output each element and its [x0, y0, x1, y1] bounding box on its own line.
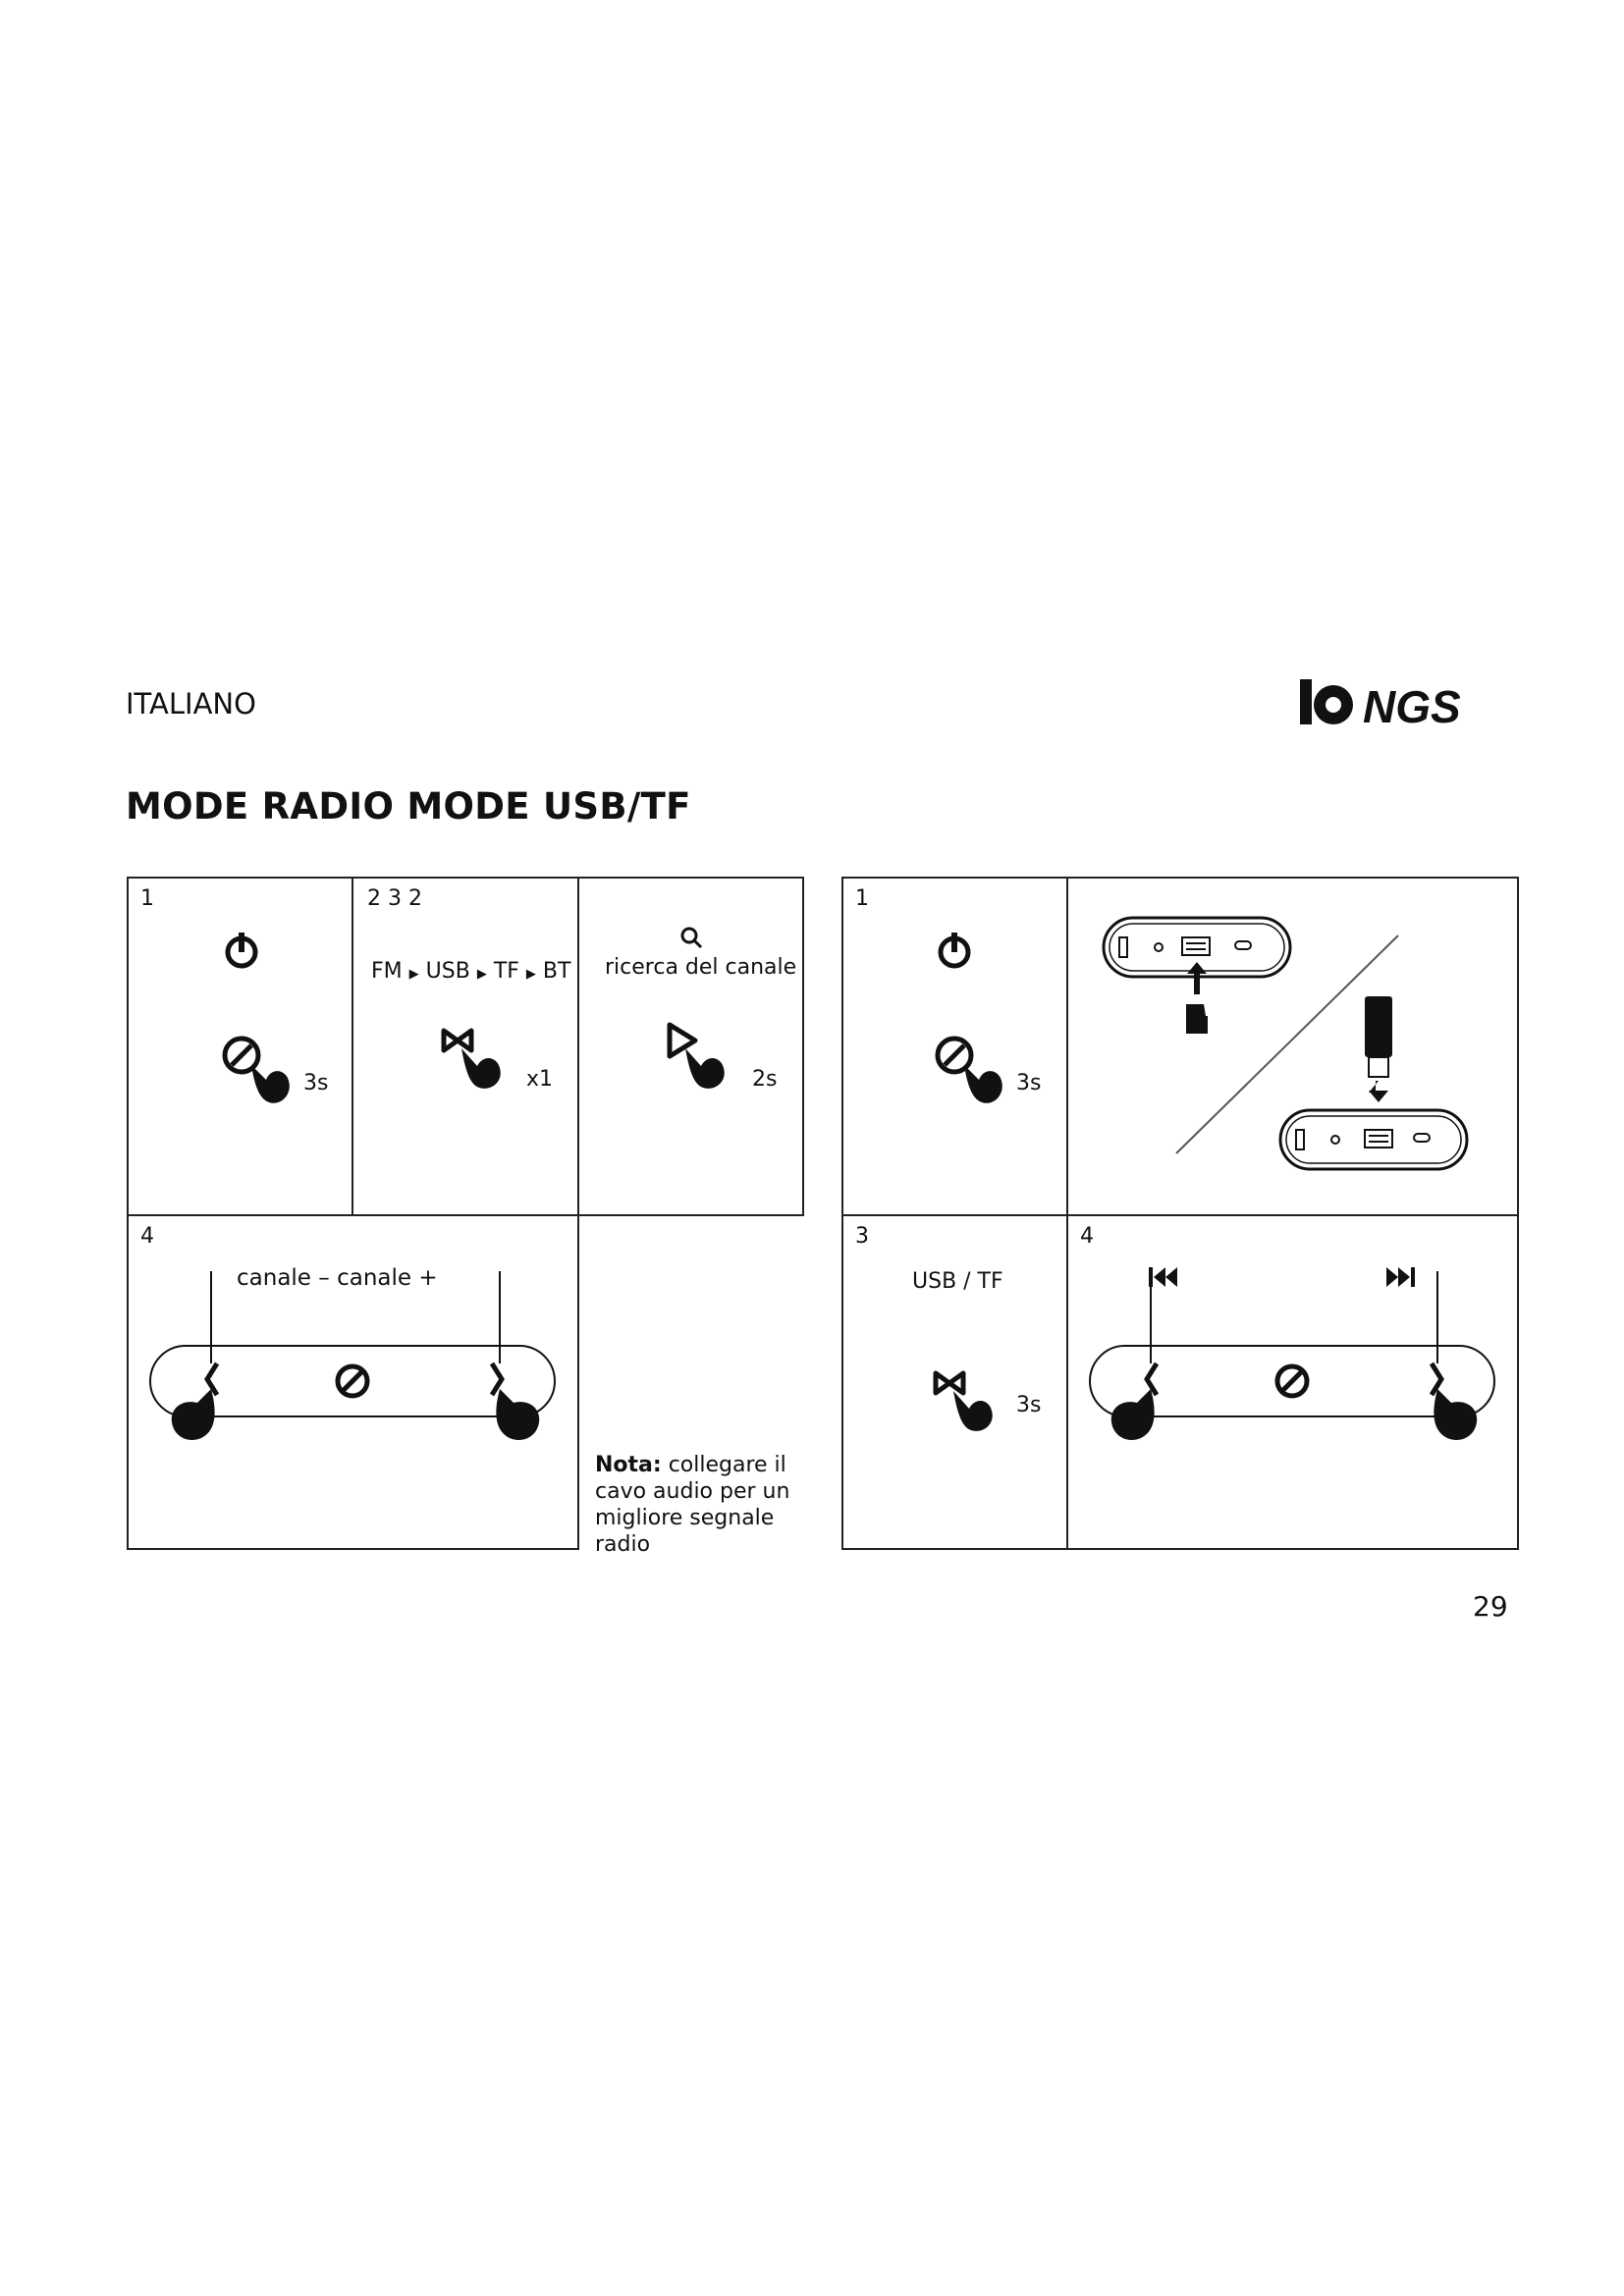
step-number: 4	[140, 1224, 154, 1249]
arrow-down-icon	[1369, 1091, 1388, 1102]
mode-button-icon	[353, 879, 581, 1218]
press-count: x1	[526, 1067, 554, 1092]
usb-tf-caption: USB / TF	[912, 1269, 1003, 1294]
usb-stick-icon	[1365, 996, 1392, 1057]
speaker-control-bar	[1068, 1216, 1521, 1552]
step-number: 3	[855, 1224, 869, 1249]
usb-step-4-cell	[1066, 1214, 1519, 1550]
tap-hand-icon	[129, 879, 355, 1218]
radio-step-4-cell	[127, 1214, 579, 1550]
step-number: 4	[1080, 1224, 1094, 1249]
usb-step-1-cell	[841, 877, 1068, 1216]
previous-track-icon	[1149, 1267, 1177, 1287]
radio-step-1-cell	[127, 877, 353, 1216]
radio-step-2-cell	[352, 877, 579, 1216]
play-pause-icon	[338, 1366, 367, 1396]
step-number: 1	[855, 886, 869, 911]
channel-search-caption: ricerca del canale	[605, 955, 797, 980]
hold-duration: 3s	[1016, 1071, 1042, 1095]
note-label: Nota:	[595, 1453, 662, 1477]
chevron-left-icon	[207, 1363, 217, 1395]
mode-fm: FM	[371, 959, 403, 984]
mode-bt: BT	[542, 959, 571, 984]
speaker-back-panel	[1068, 879, 1521, 1218]
play-pause-icon	[1277, 1366, 1307, 1396]
usb-insert-cell	[1066, 877, 1519, 1216]
note-body: collegare il cavo audio per un migliore segnale radio	[595, 1453, 790, 1557]
tap-hand-icon	[496, 1389, 539, 1440]
page-number: 29	[1473, 1590, 1508, 1623]
svg-text:NGS: NGS	[1363, 681, 1461, 732]
hold-duration: 3s	[1016, 1393, 1042, 1417]
note-text	[595, 1452, 801, 1558]
tap-hand-icon	[1111, 1389, 1155, 1440]
chevron-right-icon	[1432, 1363, 1441, 1395]
page-title: MODE RADIO MODE USB/TF	[126, 785, 691, 828]
tap-hand-icon	[1434, 1389, 1477, 1440]
tap-hand-icon	[172, 1389, 215, 1440]
channel-caption: canale – canale +	[237, 1265, 438, 1291]
micro-sd-card-icon	[1186, 1004, 1208, 1034]
mode-sequence: FM ▶ USB ▶ TF ▶ BT	[371, 959, 571, 984]
mode-tf: TF	[493, 959, 519, 984]
speaker-control-bar	[129, 1216, 581, 1552]
usb-step-3-cell	[841, 1214, 1068, 1550]
language-label: ITALIANO	[126, 687, 256, 721]
hold-duration: 2s	[752, 1067, 778, 1092]
play-icon	[579, 879, 806, 1218]
tap-hand-icon	[843, 879, 1070, 1218]
mode-button-icon	[843, 1216, 1070, 1552]
ngs-logo	[1298, 667, 1508, 736]
next-track-icon	[1386, 1267, 1415, 1287]
mode-usb: USB	[425, 959, 470, 984]
chevron-left-icon	[1147, 1363, 1157, 1395]
radio-note-cell	[577, 1214, 804, 1557]
radio-step-3-cell	[577, 877, 804, 1216]
step-number: 1	[140, 886, 154, 911]
hold-duration: 3s	[303, 1071, 329, 1095]
step-number: 2 3 2	[367, 886, 422, 911]
